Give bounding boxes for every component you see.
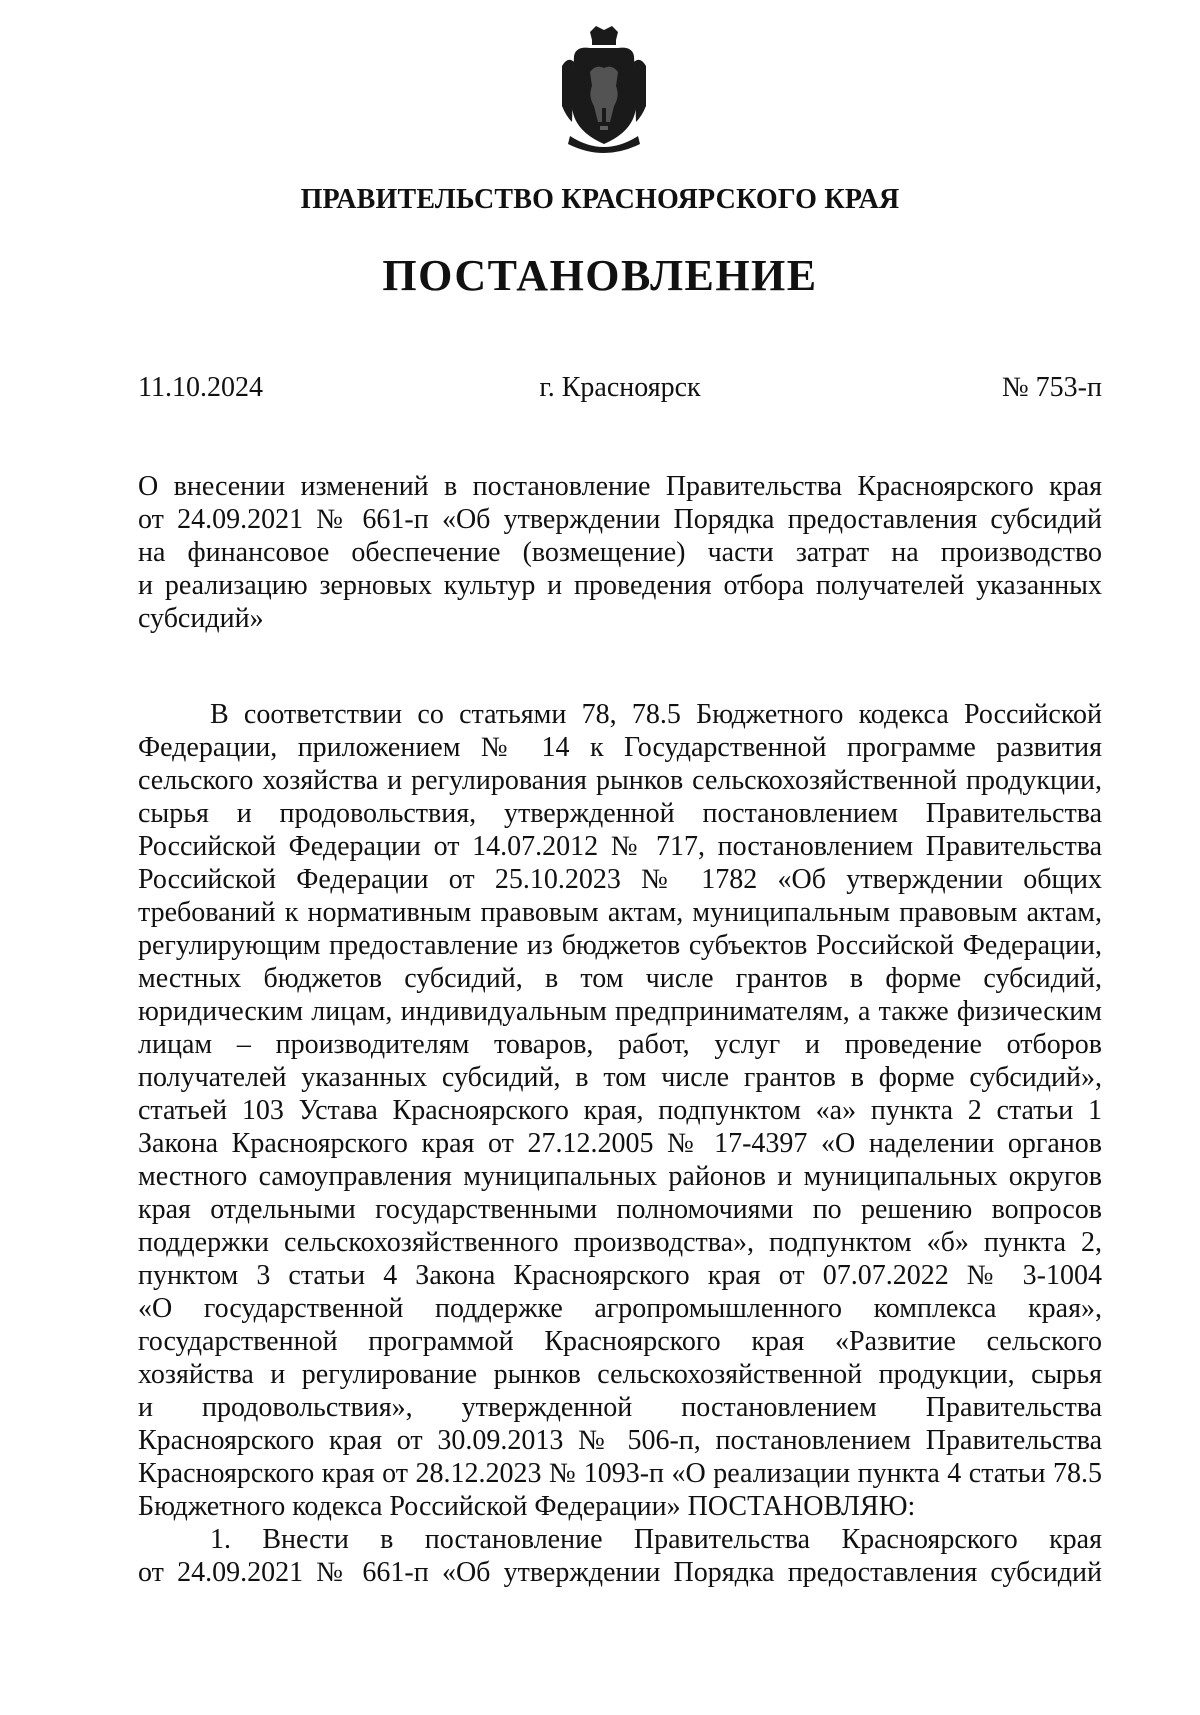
body-line: регулирующим предоставление из бюджетов субъектов Российской Федерации, [138, 930, 1102, 961]
body-line: Российской Федерации от 14.07.2012 № 717, постановлением Правительства [138, 831, 1102, 862]
issuing-authority: ПРАВИТЕЛЬСТВО КРАСНОЯРСКОГО КРАЯ [300, 184, 900, 215]
body-line: хозяйства и регулирование рынков сельскохозяйственной продукции, сырья [138, 1359, 1102, 1390]
body-line: В соответствии со статьями 78, 78.5 Бюджетного кодекса Российской [210, 699, 1102, 730]
body-line: поддержки сельскохозяйственного производства», подпунктом «б» пункта 2, [138, 1227, 1102, 1258]
title-line: на финансовое обеспечение (возмещение) части затрат на производство [138, 537, 1102, 568]
title-line: субсидий» [138, 603, 264, 634]
body-line: местного самоуправления муниципальных районов и муниципальных округов [138, 1161, 1102, 1192]
title-line: и реализацию зерновых культур и проведения отбора получателей указанных [138, 570, 1102, 601]
coat-of-arms-emblem [560, 26, 648, 158]
body-line: пунктом 3 статьи 4 Закона Красноярского края от 07.07.2022 № 3-1004 [138, 1260, 1102, 1291]
body-line: получателей указанных субсидий, в том числе грантов в форме субсидий», [138, 1062, 1102, 1093]
body-line: лицам – производителям товаров, работ, услуг и проведение отборов [138, 1029, 1102, 1060]
body-line: края отдельными государственными полномочиями по решению вопросов [138, 1194, 1102, 1225]
body-line: статьей 103 Устава Красноярского края, подпунктом «а» пункта 2 статьи 1 [138, 1095, 1102, 1126]
title-line: О внесении изменений в постановление Правительства Красноярского края [138, 471, 1102, 502]
body-line: Федерации, приложением № 14 к Государственной программе развития [138, 732, 1102, 763]
document-number: № 753-п [1001, 372, 1102, 403]
body-line: государственной программой Красноярского края «Развитие сельского [138, 1326, 1102, 1357]
body-line: юридическим лицам, индивидуальным предпринимателям, а также физическим [138, 996, 1102, 1027]
body-line: Российской Федерации от 25.10.2023 № 1782 «Об утверждении общих [138, 864, 1102, 895]
body-line: «О государственной поддержке агропромышленного комплекса края», [138, 1293, 1102, 1324]
document-type-title: ПОСТАНОВЛЕНИЕ [382, 251, 818, 300]
body-line: Бюджетного кодекса Российской Федерации» ПОСТАНОВЛЯЮ: [138, 1491, 916, 1522]
body-line: сельского хозяйства и регулирования рынков сельскохозяйственной продукции, [138, 765, 1102, 796]
document-date: 11.10.2024 [138, 372, 263, 403]
body-line: от 24.09.2021 № 661-п «Об утверждении Порядка предоставления субсидий [138, 1557, 1102, 1588]
body-line: Красноярского края от 30.09.2013 № 506-п, постановлением Правительства [138, 1425, 1102, 1456]
document-city: г. Красноярск [539, 372, 701, 403]
body-line: и продовольствия», утвержденной постановлением Правительства [138, 1392, 1102, 1423]
document-meta-row [138, 372, 1102, 412]
body-line: Красноярского края от 28.12.2023 № 1093-п «О реализации пункта 4 статьи 78.5 [138, 1458, 1102, 1489]
title-line: от 24.09.2021 № 661-п «Об утверждении Порядка предоставления субсидий [138, 504, 1102, 535]
resolution-subject-title [138, 470, 1102, 635]
body-line: требований к нормативным правовым актам, муниципальным правовым актам, [138, 897, 1102, 928]
body-line: Закона Красноярского края от 27.12.2005 № 17-4397 «О наделении органов [138, 1128, 1102, 1159]
body-line: сырья и продовольствия, утвержденной постановлением Правительства [138, 798, 1102, 829]
resolution-body-text [138, 698, 1102, 1589]
body-line: местных бюджетов субсидий, в том числе грантов в форме субсидий, [138, 963, 1102, 994]
body-line: 1. Внести в постановление Правительства Красноярского края [210, 1524, 1102, 1555]
